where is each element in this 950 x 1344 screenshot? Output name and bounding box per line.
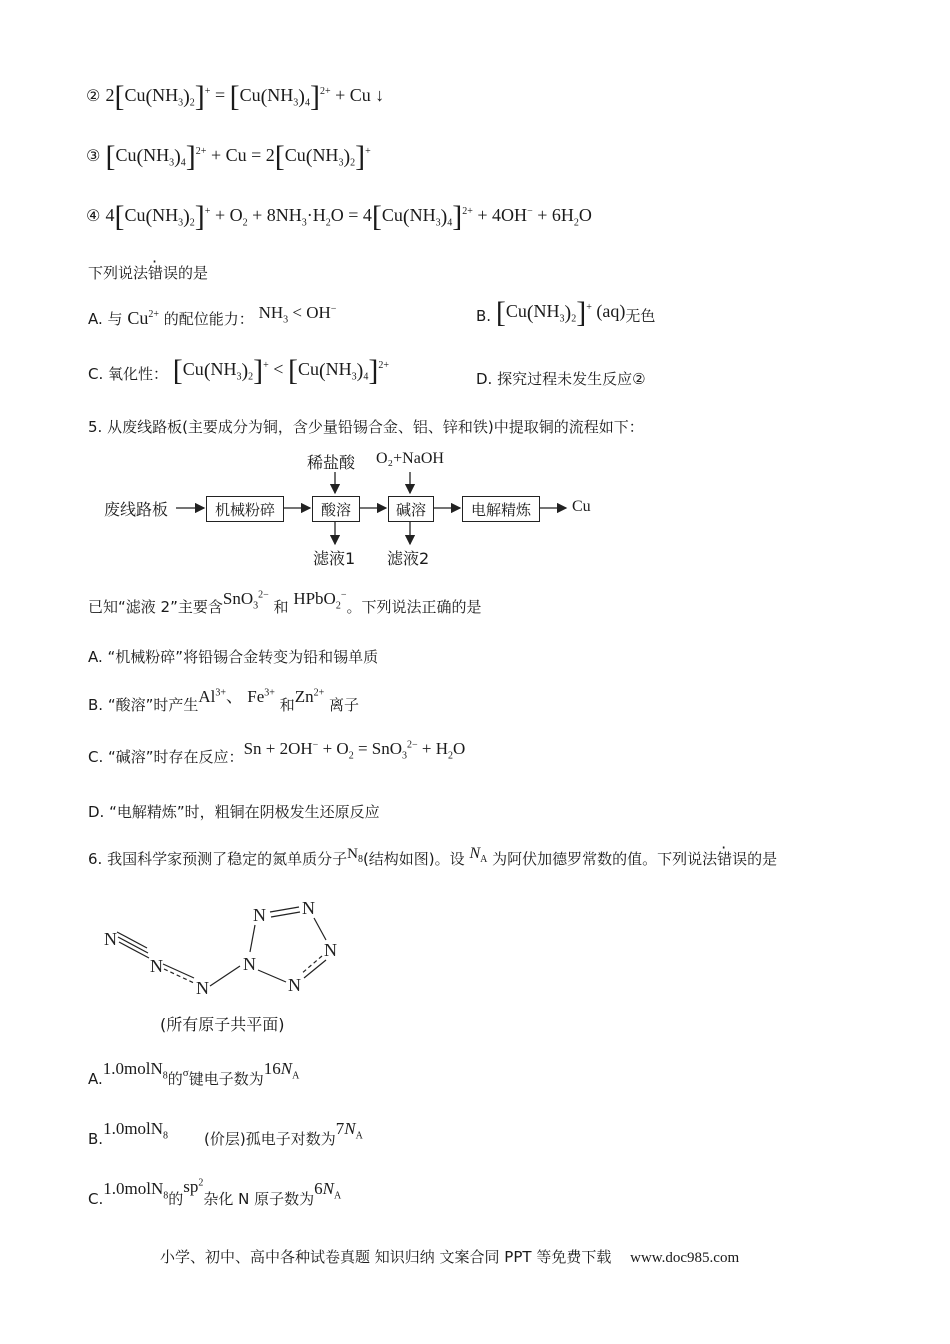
q5-known: 已知“滤液 2”主要含SnO$_3^{2-}$ 和 HPbO$_2$−。下列说法正确的是 [88, 589, 482, 616]
q5-option-b: B. “酸溶”时产生$Al^{3+}$、 $Fe^{3+}$ 和$Zn^{2+}$ 离子 [88, 687, 360, 714]
flow-output: Cu [572, 498, 591, 515]
q6-emphasis: 错误 [717, 850, 748, 868]
flow-filtrate-2: 滤液2 [387, 549, 430, 568]
flow-step-alkali: 碱溶 [388, 496, 434, 522]
q5-option-c: C. “碱溶”时存在反应：$Sn + 2OH^- + O_2 = SnO_3^{2-} + H_2O$ [88, 739, 466, 766]
reaction-3-number: ③ [86, 146, 101, 165]
flow-step-crush: 机械粉碎 [206, 496, 284, 522]
q4-option-a: A. 与 $Cu^{2+}$ 的配位能力： $NH_3 < OH^-$ [88, 303, 337, 328]
svg-text:N: N [243, 954, 256, 974]
flow-step-electrolysis: 电解精炼 [462, 496, 540, 522]
q4-option-c: C. 氧化性： $[Cu(NH_3)_2]^+ < [Cu(NH_3)_4]^{2+}$ [88, 354, 389, 387]
q5-option-a: A. “机械粉碎”将铅锡合金转变为铅和锡单质 [88, 648, 379, 666]
footer [160, 1246, 739, 1267]
q5-stem: 5. 从废线路板(主要成分为铜，含少量铅锡合金、铝、锌和铁)中提取铜的流程如下： [88, 418, 644, 436]
svg-text:N: N [253, 905, 266, 925]
flow-reagent-acid: 稀盐酸 [307, 453, 356, 472]
q6-stem: 6. 我国科学家预测了稳定的氮单质分子$N_8$(结构如图)。设 $N_A$ 为阿伏加德罗常数的值。下列说法错误的是 [88, 845, 778, 868]
svg-text:N: N [302, 898, 315, 918]
n8-caption: (所有原子共平面) [160, 1015, 285, 1034]
flow-filtrate-1: 滤液1 [313, 549, 356, 568]
q5-option-d: D. “电解精炼”时，粗铜在阴极发生还原反应 [88, 803, 380, 821]
q6-option-b: B.1.0molN$_8$ (价层)孤电子对数为$7N_A$ [88, 1119, 363, 1148]
svg-text:N: N [288, 975, 301, 995]
flow-step-acid: 酸溶 [312, 496, 360, 522]
svg-text:N: N [196, 978, 209, 998]
flow-reagent-alkali: O₂+NaOH [376, 450, 444, 467]
svg-text:N: N [150, 956, 163, 976]
q4-option-b: B. $[Cu(NH_3)_2]^+$ (aq)无色 [476, 296, 656, 329]
svg-text:N: N [104, 929, 117, 949]
q6-option-a: A.1.0molN$_8$的$^\sigma$键电子数为$16N_A$ [88, 1059, 300, 1088]
footer-text: 小学、初中、高中各种试卷真题 知识归纳 文案合同 PPT 等免费下载 [160, 1248, 612, 1266]
reaction-4-equation: $4[Cu(NH_3)_2]^+ + O_2 + 8NH_3\cdot H_2O = 4[Cu(NH_3)_4]^{2+} + 4OH^- + 6H_2O$ [105, 200, 592, 233]
n8-structure [90, 890, 370, 1010]
reaction-2-number: ② [86, 86, 101, 105]
footer-url[interactable]: www.doc985.com [630, 1250, 740, 1266]
q4-stem: 下列说法错误的是 [88, 264, 209, 282]
q6-option-c: C.1.0molN$_8$的$sp^2$杂化 N 原子数为$6N_A$ [88, 1177, 342, 1208]
q4-option-d: D. 探究过程未发生反应② [476, 370, 646, 388]
reaction-2-equation: $2[Cu(NH_3)_2]^+ = [Cu(NH_3)_4]^{2+} + Cu$ ↓ [105, 80, 385, 113]
reaction-3-equation: $[Cu(NH_3)_4]^{2+} + Cu = 2[Cu(NH_3)_2]^+$ [105, 140, 371, 173]
reaction-4-number: ④ [86, 206, 101, 225]
q4-emphasis: 错误 [148, 264, 179, 282]
svg-text:N: N [324, 940, 337, 960]
flow-input: 废线路板 [104, 500, 169, 519]
